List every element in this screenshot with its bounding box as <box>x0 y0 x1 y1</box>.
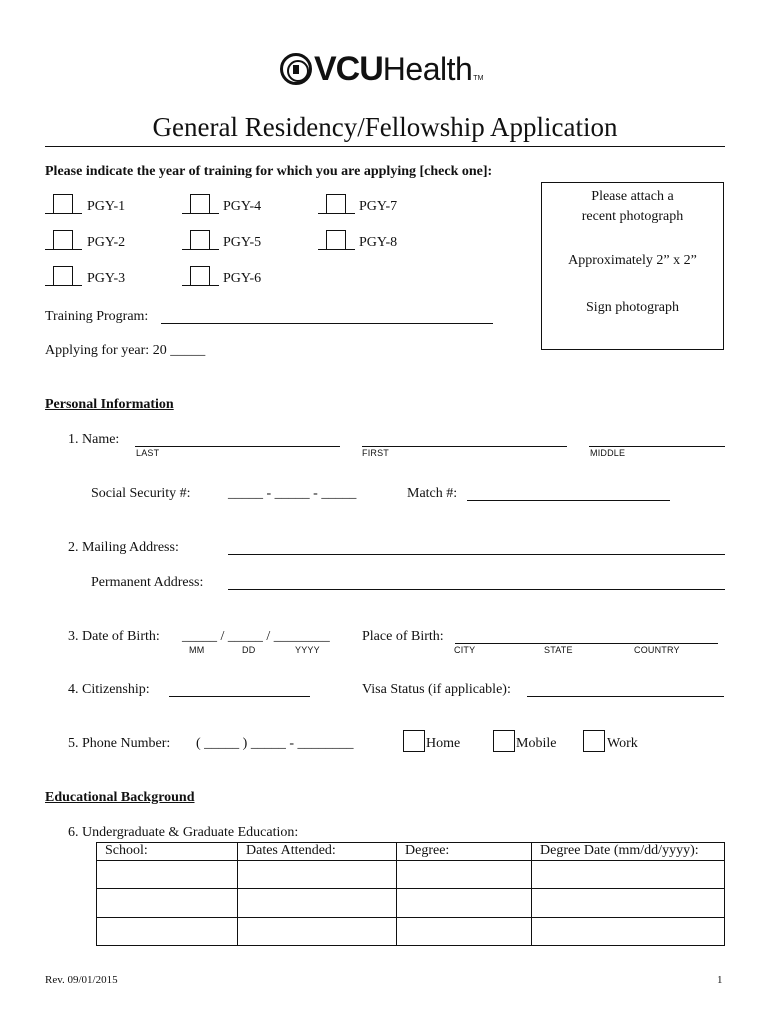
table-cell[interactable] <box>397 889 532 917</box>
permanent-address-label: Permanent Address: <box>91 575 204 590</box>
pgy-6-label: PGY-6 <box>223 271 262 286</box>
middle-name-field[interactable] <box>589 446 725 447</box>
pgy-3-label: PGY-3 <box>87 271 126 286</box>
citizenship-field[interactable] <box>169 696 310 697</box>
photo-box[interactable] <box>541 182 724 350</box>
training-program-label: Training Program: <box>45 309 149 324</box>
table-cell[interactable] <box>532 861 725 889</box>
work-label: Work <box>607 736 638 751</box>
photo-size: Approximately 2” x 2” <box>568 253 697 268</box>
home-label: Home <box>426 736 461 751</box>
mobile-checkbox[interactable] <box>493 730 515 752</box>
pgy-6-checkbox[interactable] <box>190 266 210 286</box>
phone-field[interactable]: ( _____ ) _____ - ________ <box>196 736 354 751</box>
permanent-address-field[interactable] <box>228 589 725 590</box>
phone-label: 5. Phone Number: <box>68 736 171 751</box>
name-label: 1. Name: <box>68 432 120 447</box>
match-label: Match #: <box>407 486 458 501</box>
dob-label: 3. Date of Birth: <box>68 629 160 644</box>
dob-dd-caption: DD <box>242 645 256 655</box>
dob-mm-caption: MM <box>189 645 205 655</box>
last-name-field[interactable] <box>135 446 340 447</box>
pgy-5-label: PGY-5 <box>223 235 262 250</box>
table-cell[interactable] <box>238 917 397 945</box>
col-dates: Dates Attended: <box>238 843 397 861</box>
pgy-3-checkbox[interactable] <box>53 266 73 286</box>
ssn-label: Social Security #: <box>91 486 191 501</box>
vcu-health-logo <box>280 50 483 88</box>
page-number: 1 <box>717 974 723 986</box>
first-name-field[interactable] <box>362 446 567 447</box>
match-field[interactable] <box>467 500 670 501</box>
pgy-7-checkbox[interactable] <box>326 194 346 214</box>
table-row[interactable] <box>97 861 725 889</box>
table-cell[interactable] <box>97 917 238 945</box>
education-heading: Educational Background <box>45 790 195 805</box>
personal-heading: Personal Information <box>45 397 174 412</box>
photo-sign: Sign photograph <box>586 300 679 315</box>
title-rule <box>45 146 725 147</box>
pgy-1-checkbox[interactable] <box>53 194 73 214</box>
training-program-field[interactable] <box>161 323 493 324</box>
pgy-4-checkbox[interactable] <box>190 194 210 214</box>
col-degree-date: Degree Date (mm/dd/yyyy): <box>532 843 725 861</box>
pgy-8-checkbox[interactable] <box>326 230 346 250</box>
col-degree: Degree: <box>397 843 532 861</box>
table-cell[interactable] <box>238 861 397 889</box>
middle-caption: MIDDLE <box>590 448 626 458</box>
seal-icon <box>280 53 312 85</box>
pgy-7-label: PGY-7 <box>359 199 398 214</box>
table-header-row <box>97 843 725 861</box>
logo-health: Health <box>382 50 473 87</box>
pgy-8-label: PGY-8 <box>359 235 398 250</box>
pgy-1-label: PGY-1 <box>87 199 126 214</box>
applying-year-field[interactable]: Applying for year: 20 _____ <box>45 343 206 358</box>
training-prompt: Please indicate the year of training for which you are applying [check one]: <box>45 164 493 179</box>
education-item-label: 6. Undergraduate & Graduate Education: <box>68 825 299 840</box>
table-cell[interactable] <box>532 917 725 945</box>
visa-label: Visa Status (if applicable): <box>362 682 511 697</box>
pgy-5-checkbox[interactable] <box>190 230 210 250</box>
table-row[interactable] <box>97 889 725 917</box>
pgy-2-checkbox[interactable] <box>53 230 73 250</box>
home-checkbox[interactable] <box>403 730 425 752</box>
visa-field[interactable] <box>527 696 724 697</box>
col-school: School: <box>97 843 238 861</box>
citizenship-label: 4. Citizenship: <box>68 682 150 697</box>
work-checkbox[interactable] <box>583 730 605 752</box>
mailing-address-field[interactable] <box>228 554 725 555</box>
table-row[interactable] <box>97 917 725 945</box>
pob-country-caption: COUNTRY <box>634 645 680 655</box>
table-cell[interactable] <box>397 917 532 945</box>
dob-field[interactable]: _____ / _____ / ________ <box>182 629 330 644</box>
first-caption: FIRST <box>362 448 389 458</box>
mobile-label: Mobile <box>516 736 557 751</box>
last-caption: LAST <box>136 448 160 458</box>
table-cell[interactable] <box>97 861 238 889</box>
table-cell[interactable] <box>397 861 532 889</box>
pgy-2-label: PGY-2 <box>87 235 126 250</box>
revision-date: Rev. 09/01/2015 <box>45 974 118 986</box>
pob-city-caption: CITY <box>454 645 476 655</box>
logo-vcu: VCU <box>314 49 383 88</box>
photo-line2: recent photograph <box>581 209 684 224</box>
pgy-4-label: PGY-4 <box>223 199 262 214</box>
mailing-address-label: 2. Mailing Address: <box>68 540 179 555</box>
pob-field[interactable] <box>455 643 718 644</box>
table-cell[interactable] <box>532 889 725 917</box>
table-cell[interactable] <box>238 889 397 917</box>
logo-trademark: TM <box>473 75 484 82</box>
pob-label: Place of Birth: <box>362 629 444 644</box>
photo-line1: Please attach a <box>591 189 674 204</box>
table-cell[interactable] <box>97 889 238 917</box>
page-title: General Residency/Fellowship Application <box>152 112 618 142</box>
pob-state-caption: STATE <box>544 645 573 655</box>
education-table <box>96 842 725 946</box>
dob-yyyy-caption: YYYY <box>295 645 320 655</box>
ssn-field[interactable]: _____ - _____ - _____ <box>228 486 357 501</box>
